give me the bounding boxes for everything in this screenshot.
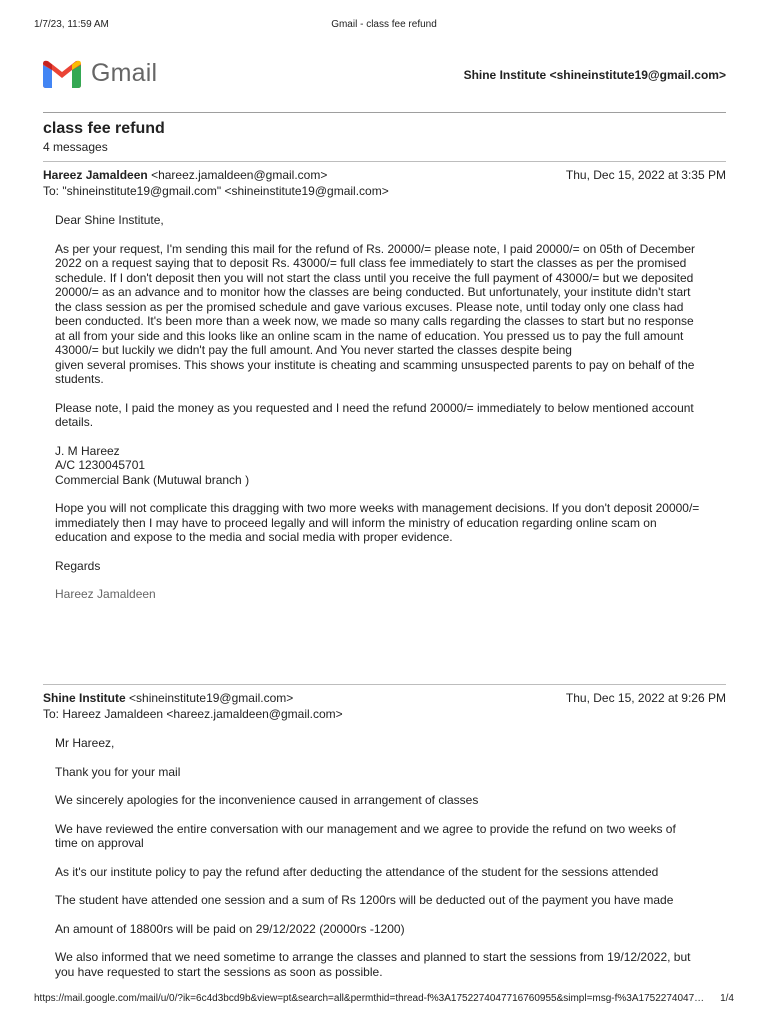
body-line: We have reviewed the entire conversation with our management and we agree to provide the refund on two weeks of: [55, 821, 676, 836]
body-line: time on approval: [55, 836, 144, 850]
thread-message-count: 4 messages: [43, 140, 108, 154]
message-divider: [43, 684, 726, 685]
body-line: schedule. If I don't deposit then you will not start the class until you receive the full payment of 43000/= but we deposited: [55, 270, 694, 285]
body-line: As per your request, I'm sending this mail for the refund of Rs. 20000/= please note, I paid 20000/= on 05th of December: [55, 241, 696, 256]
paragraph: [55, 401, 710, 430]
paragraph: [55, 922, 710, 937]
sender-name: Shine Institute: [43, 691, 126, 705]
body-line: you have requested to start the sessions as soon as possible.: [55, 964, 383, 979]
account-number: A/C 1230045701: [55, 458, 146, 472]
message-header: [43, 691, 726, 721]
paragraph: [55, 765, 710, 780]
body-line: at all from your side and this looks like an online scam in the name of education. You pressed us to pay the full amount: [55, 328, 684, 343]
thread-subject: class fee refund: [43, 120, 165, 137]
sender-name: Hareez Jamaldeen: [43, 168, 148, 182]
print-url: https://mail.google.com/mail/u/0/?ik=6c4d3bcd9b&view=pt&search=all&permthid=thread-f%3A1752274047716760955&simpl=msg-f%3A1752274047…: [34, 993, 705, 1004]
paragraph: [55, 950, 710, 979]
paragraph: [55, 865, 710, 880]
body-line: students.: [55, 372, 104, 386]
print-page-title: Gmail - class fee refund: [331, 19, 437, 30]
account-label: Shine Institute <shineinstitute19@gmail.com>: [463, 68, 726, 82]
print-datetime: 1/7/23, 11:59 AM: [34, 19, 109, 30]
body-line: Thank you for your mail: [55, 764, 181, 779]
body-line: The student have attended one session and a sum of Rs 1200rs will be deducted out of the payment you have made: [55, 893, 674, 907]
header-divider: [43, 112, 726, 113]
message-body: [55, 213, 710, 616]
message-date: Thu, Dec 15, 2022 at 3:35 PM: [565, 168, 726, 182]
body-line: education and expose to the media and social media with proper evidence.: [55, 530, 453, 544]
body-line: Hope you will not complicate this dragging with two more weeks with management decisions. If you don't deposit 20000/=: [55, 501, 700, 515]
body-line: We sincerely apologies for the inconvenience caused in arrangement of classes: [55, 793, 479, 807]
body-line: We also informed that we need sometime to arrange the classes and planned to start the sessions from 19/12/2022, but: [55, 950, 691, 964]
paragraph: [55, 793, 710, 808]
message-divider: [43, 161, 726, 162]
sender-email: <hareez.jamaldeen@gmail.com>: [151, 168, 328, 182]
body-line: immediately then I may have to proceed legally and will inform the ministry of education regarding online scam on: [55, 515, 657, 530]
paragraph: [55, 822, 710, 851]
bank-name: Commercial Bank (Mutuwal branch ): [55, 472, 250, 487]
body-line: 2022 on a request saying that to deposit Rs. 43000/= full class fee immediately to start the classes as per the promised: [55, 256, 687, 270]
gmail-m-icon: [43, 58, 81, 88]
body-line: As it's our institute policy to pay the refund after deducting the attendance of the student for the sessions attended: [55, 864, 659, 879]
gmail-wordmark: Gmail: [91, 58, 158, 87]
body-line: 43000/= but luckily we didn't pay the full amount. And You never started the classes despite being: [55, 343, 572, 357]
message-date: Thu, Dec 15, 2022 at 9:26 PM: [565, 691, 726, 705]
paragraph: [55, 242, 710, 387]
message-header: [43, 168, 726, 198]
recipient: To: Hareez Jamaldeen <hareez.jamaldeen@gmail.com>: [43, 707, 343, 721]
greeting: Dear Shine Institute,: [55, 213, 164, 227]
account-holder: J. M Hareez: [55, 443, 120, 458]
body-line: Please note, I paid the money as you requested and I need the refund 20000/= immediately to below mentioned account: [55, 400, 694, 415]
recipient: To: "shineinstitute19@gmail.com" <shineinstitute19@gmail.com>: [43, 184, 389, 198]
gmail-logo[interactable]: [43, 58, 157, 88]
paragraph: [55, 736, 710, 751]
body-line: An amount of 18800rs will be paid on 29/12/2022 (20000rs -1200): [55, 921, 405, 936]
body-line: 20000/= as an advance and to monitor how the classes are being conducted. But unfortunately, your institute didn't start: [55, 285, 691, 299]
paragraph: [55, 501, 710, 545]
body-line: details.: [55, 415, 94, 429]
account-details: [55, 444, 710, 488]
signature: Hareez Jamaldeen: [55, 587, 156, 601]
sender-email: <shineinstitute19@gmail.com>: [129, 691, 294, 705]
body-line: been conducted. It's been more than a week now, we made so many calls regarding the classes to start but no response: [55, 314, 694, 328]
body-line: the class session as per the promised schedule and gave various excuses. Please note, until today only one class had: [55, 299, 684, 314]
closing: Regards: [55, 558, 101, 573]
body-line: Mr Hareez,: [55, 736, 115, 750]
print-page-number: 1/4: [720, 993, 734, 1004]
body-line: given several promises. This shows your institute is cheating and scamming unsuspected parents to pay on behalf of the: [55, 357, 695, 372]
paragraph: [55, 893, 710, 908]
message-body: [55, 736, 710, 993]
